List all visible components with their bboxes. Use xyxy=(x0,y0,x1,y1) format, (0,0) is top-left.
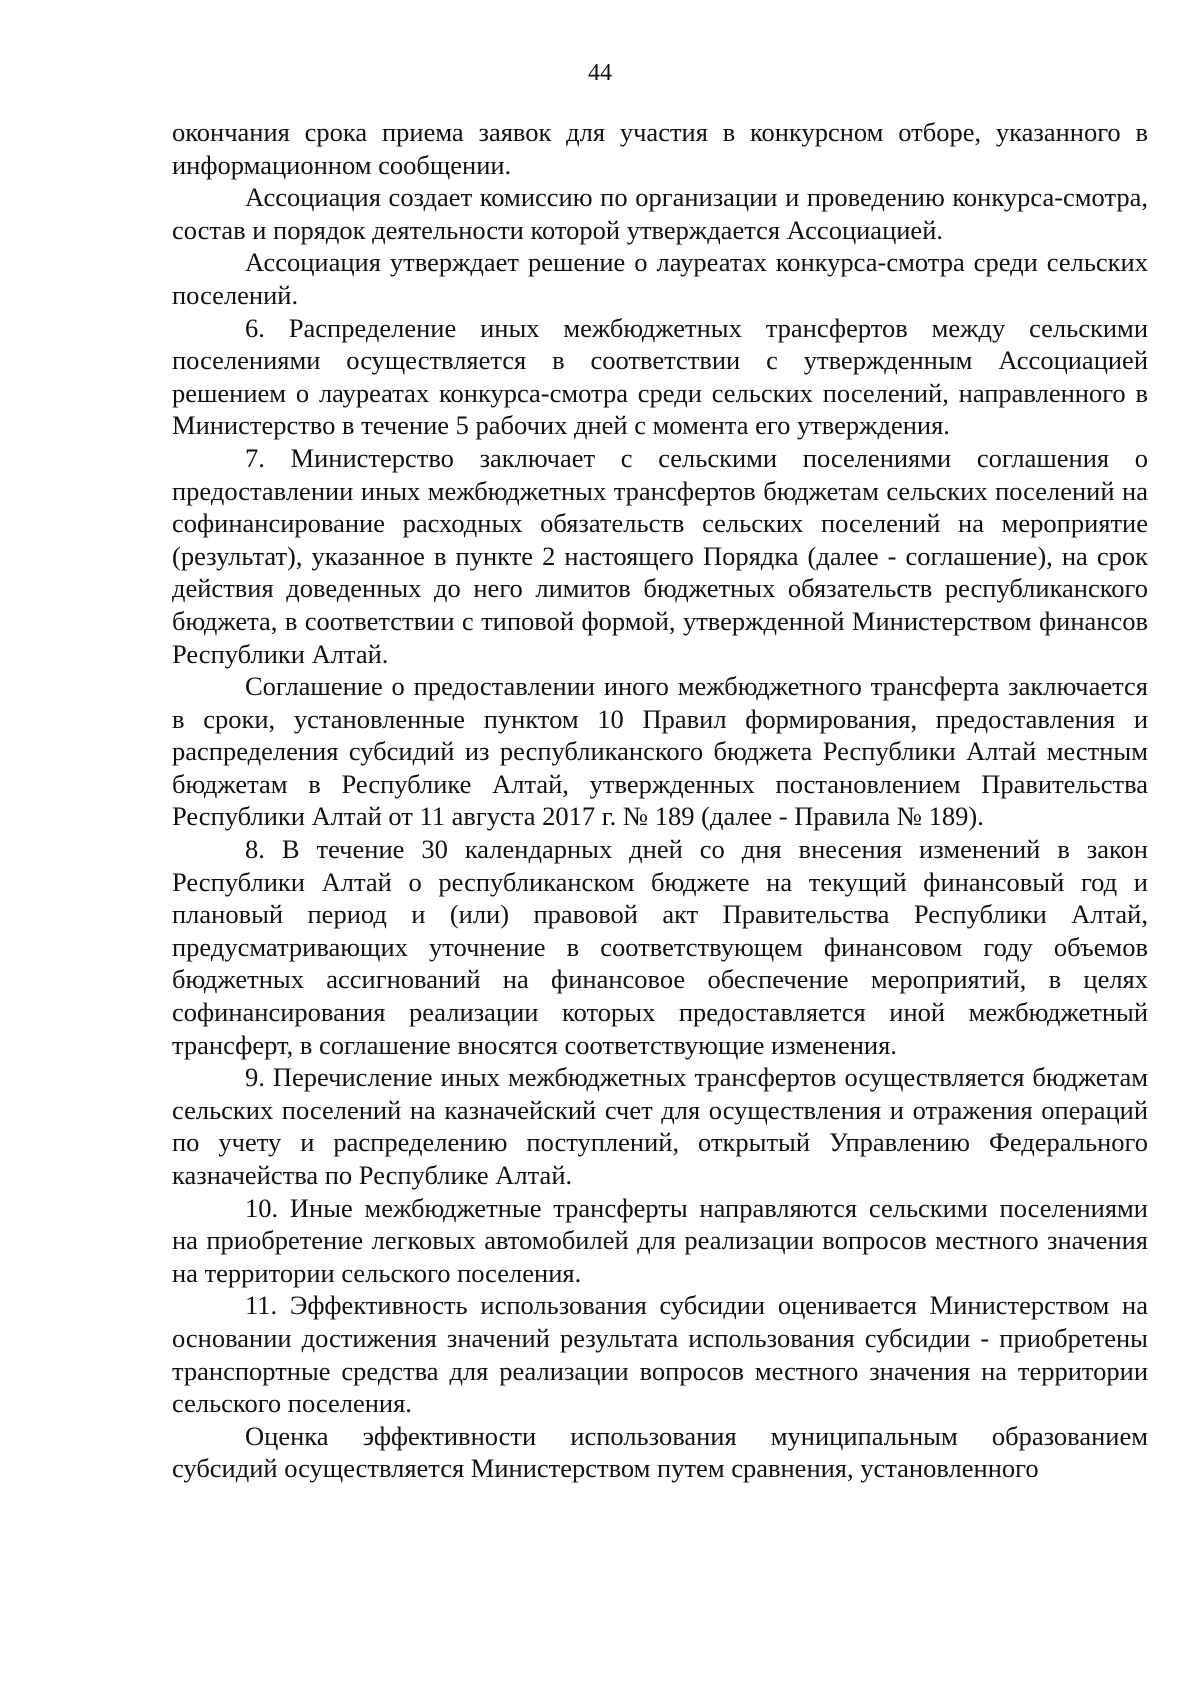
paragraph-item-9: 9. Перечисление иных межбюджетных трансфертов осуществляется бюджетам сельских поселений на казначейский счет для осуществления и отражения операций по учету и распределению поступлений, открытый Управлению Федерального казначейства по Республике Алтай. xyxy=(172,1062,1148,1190)
page-number: 44 xyxy=(588,60,612,86)
paragraph-item-6: 6. Распределение иных межбюджетных трансфертов между сельскими поселениями осуществляется в соответствии с утвержденным Ассоциацией решением о лауреатах конкурса-смотра среди сельских поселений, направленного в Министерство в течение 5 рабочих дней с момента его утверждения. xyxy=(172,312,1148,441)
paragraph-efficiency-assessment: Оценка эффективности использования муниципальным образованием субсидий осуществляется Министерством путем сравнения, установленного xyxy=(172,1420,1148,1484)
paragraph-item-10: 10. Иные межбюджетные трансферты направляются сельскими поселениями на приобретение легковых автомобилей для реализации вопросов местного значения на территории сельского поселения. xyxy=(172,1192,1148,1288)
paragraph-item-7: 7. Министерство заключает с сельскими поселениями соглашения о предоставлении иных межбюджетных трансфертов бюджетам сельских поселений на софинансирование расходных обязательств сельских поселений на мероприятие (результат), указанное в пункте 2 настоящего Порядка (далее - соглашение), на срок действия доведенных до него лимитов бюджетных обязательств республиканского бюджета, в соответствии с типовой формой, утвержденной Министерством финансов Республики Алтай. xyxy=(172,442,1148,669)
paragraph-item-11: 11. Эффективность использования субсидии оценивается Министерством на основании достижения значений результата использования субсидии - приобретены транспортные средства для реализации вопросов местного значения на территории сельского поселения. xyxy=(172,1290,1148,1419)
document-body xyxy=(172,116,1148,1485)
paragraph-commission: Ассоциация создает комиссию по организации и проведению конкурса-смотра, состав и порядок деятельности которой утверждается Ассоциацией. xyxy=(172,182,1148,245)
paragraph-laureates-decision: Ассоциация утверждает решение о лауреатах конкурса-смотра среди сельских поселений. xyxy=(172,247,1148,310)
paragraph-continuation: окончания срока приема заявок для участия в конкурсном отборе, указанного в информационном сообщении. xyxy=(172,117,1148,180)
paragraph-item-8: 8. В течение 30 календарных дней со дня внесения изменений в закон Республики Алтай о республиканском бюджете на текущий финансовый год и плановый период и (или) правовой акт Правительства Республики Алтай, предусматривающих уточнение в соответствующем финансовом году объемов бюджетных ассигнований на финансовое обеспечение мероприятий, в целях софинансирования реализации которых предоставляется иной межбюджетный трансферт, в соглашение вносятся соответствующие изменения. xyxy=(172,834,1148,1060)
paragraph-agreement-terms: Соглашение о предоставлении иного межбюджетного трансферта заключается в сроки, установленные пунктом 10 Правил формирования, предоставления и распределения субсидий из республиканского бюджета Республики Алтай местным бюджетам в Республике Алтай, утвержденных постановлением Правительства Республики Алтай от 11 августа 2017 г. № 189 (далее - Правила № 189). xyxy=(172,671,1148,832)
